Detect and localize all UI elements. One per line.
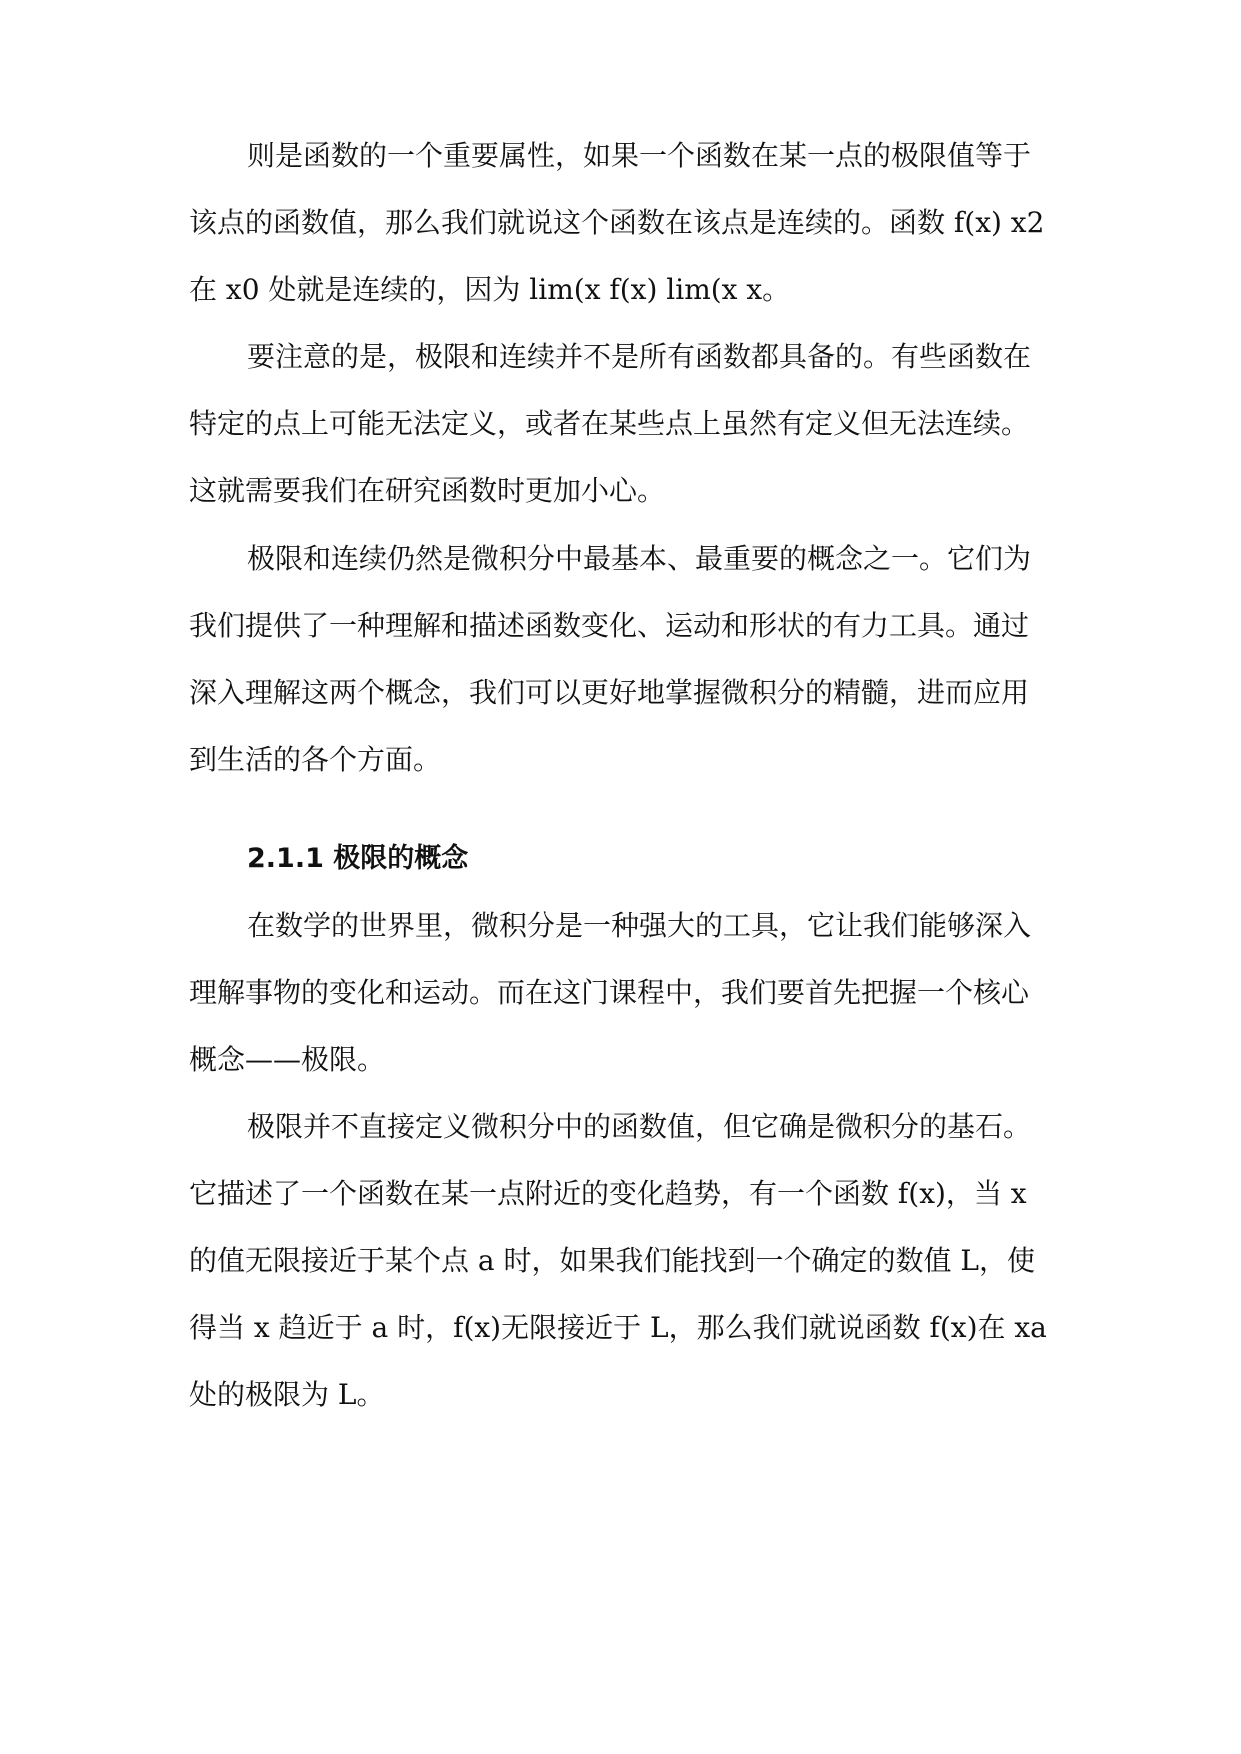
paragraph-2-line-3: 这就需要我们在研究函数时更加小心。 bbox=[189, 474, 666, 507]
paragraph-4-line-2: 理解事物的变化和运动。而在这门课程中，我们要首先把握一个核心 bbox=[189, 976, 1030, 1009]
paragraph-3-line-4: 到生活的各个方面。 bbox=[189, 743, 442, 776]
paragraph-5-line-1: 极限并不直接定义微积分中的函数值，但它确是微积分的基石。 bbox=[247, 1110, 1032, 1143]
paragraph-5-line-5: 处的极限为 L。 bbox=[189, 1378, 385, 1411]
section-heading: 2.1.1 极限的概念 bbox=[247, 843, 469, 874]
paragraph-3-line-3: 深入理解这两个概念，我们可以更好地掌握微积分的精髓，进而应用 bbox=[189, 676, 1030, 709]
paragraph-5-line-4: 得当 x 趋近于 a 时，f(x)无限接近于 L，那么我们就说函数 f(x)在 xa bbox=[189, 1311, 1047, 1344]
paragraph-3-line-1: 极限和连续仍然是微积分中最基本、最重要的概念之一。它们为 bbox=[247, 542, 1032, 575]
paragraph-4-line-3: 概念——极限。 bbox=[189, 1043, 386, 1076]
paragraph-1-line-3: 在 x0 处就是连续的，因为 lim(x f(x) lim(x x。 bbox=[189, 273, 791, 306]
paragraph-5-line-2: 它描述了一个函数在某一点附近的变化趋势，有一个函数 f(x)，当 x bbox=[189, 1177, 1027, 1210]
paragraph-3-line-2: 我们提供了一种理解和描述函数变化、运动和形状的有力工具。通过 bbox=[189, 609, 1030, 642]
paragraph-1-line-2: 该点的函数值，那么我们就说这个函数在该点是连续的。函数 f(x) x2 bbox=[189, 206, 1045, 239]
paragraph-2-line-1: 要注意的是，极限和连续并不是所有函数都具备的。有些函数在 bbox=[247, 340, 1032, 373]
paragraph-4-line-1: 在数学的世界里，微积分是一种强大的工具，它让我们能够深入 bbox=[247, 909, 1032, 942]
paragraph-2-line-2: 特定的点上可能无法定义，或者在某些点上虽然有定义但无法连续。 bbox=[189, 407, 1030, 440]
paragraph-5-line-3: 的值无限接近于某个点 a 时，如果我们能找到一个确定的数值 L，使 bbox=[189, 1244, 1035, 1277]
paragraph-1-line-1: 则是函数的一个重要属性，如果一个函数在某一点的极限值等于 bbox=[247, 139, 1032, 172]
